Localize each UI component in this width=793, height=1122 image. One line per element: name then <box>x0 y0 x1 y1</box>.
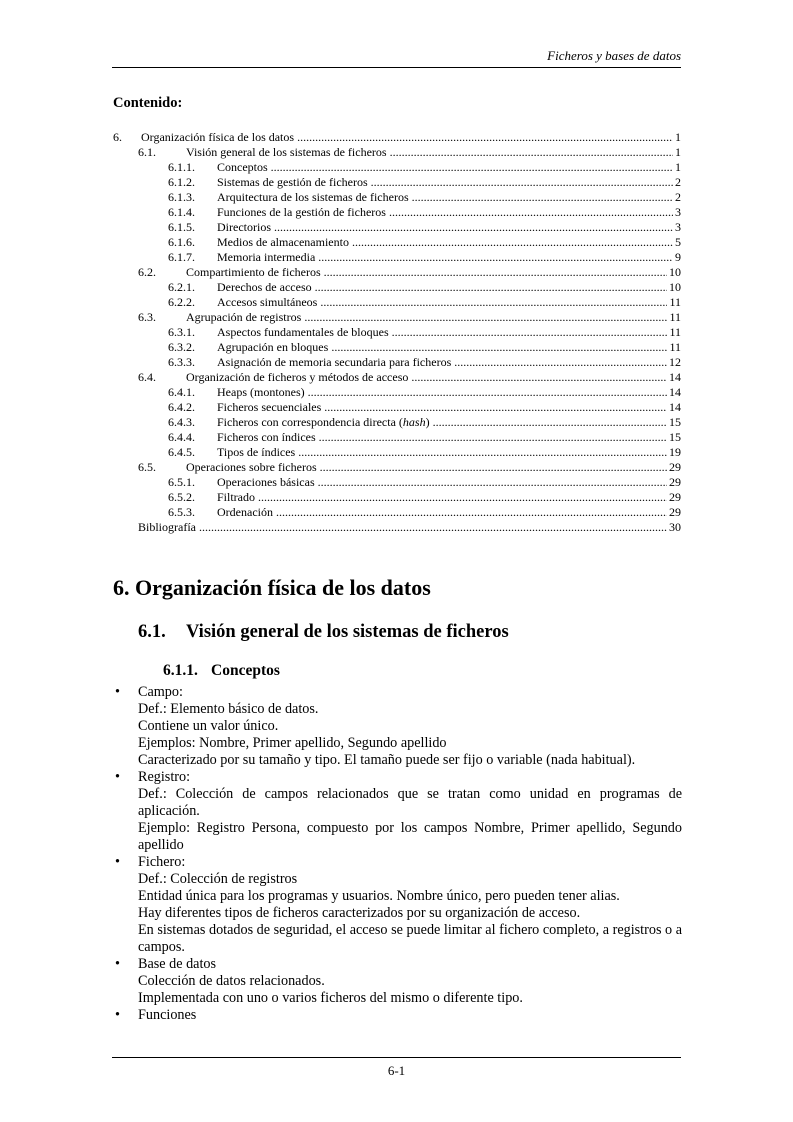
toc-entry-page: 29 <box>669 490 681 504</box>
section-number: 6.1. <box>138 622 166 642</box>
list-item-line: Caracterizado por su tamaño y tipo. El tamaño puede ser fijo o variable (nada habitual). <box>138 752 636 768</box>
toc-entry-number: 6.1. <box>138 145 156 159</box>
toc-entry-title <box>217 205 673 220</box>
toc-entry-number: 6.5.3. <box>168 505 195 519</box>
toc-entry-title-text: Agrupación en bloques <box>217 340 329 354</box>
toc-entry-title-text: Bibliografía <box>138 520 196 534</box>
toc-entry-title-text: Ordenación <box>217 505 273 519</box>
toc-entry-page: 15 <box>669 415 681 429</box>
list-item-line: Contiene un valor único. <box>138 718 279 734</box>
toc-entry-title <box>186 145 673 160</box>
list-item-term: Fichero: <box>138 854 186 870</box>
list-item-line: En sistemas dotados de seguridad, el acceso se puede limitar al fichero completo, a registros o a campos. <box>138 922 682 955</box>
list-item-line: Colección de datos relacionados. <box>138 973 325 989</box>
bullet-icon: • <box>115 854 120 870</box>
toc-entry[interactable] <box>113 385 681 400</box>
toc-entry[interactable] <box>113 460 681 475</box>
toc-entry-title-text: Directorios <box>217 220 271 234</box>
toc-entry-number: 6.3. <box>138 310 156 324</box>
toc-entry-page: 12 <box>669 355 681 369</box>
section-title: Visión general de los sistemas de ficheros <box>186 622 509 642</box>
toc-entry-title <box>217 280 667 295</box>
toc-entry-page: 15 <box>669 430 681 444</box>
toc-entry-title-text: Accesos simultáneos <box>217 295 318 309</box>
table-of-contents <box>113 130 681 535</box>
toc-entry-title <box>217 295 667 310</box>
toc-entry-page: 2 <box>675 175 681 189</box>
toc-entry-page: 10 <box>669 280 681 294</box>
list-item-line: Entidad única para los programas y usuarios. Nombre único, pero pueden tener alias. <box>138 888 620 904</box>
toc-entry-title-text: Agrupación de registros <box>186 310 302 324</box>
toc-entry-title <box>217 385 667 400</box>
running-header: Ficheros y bases de datos <box>112 48 681 68</box>
toc-entry-title <box>217 220 673 235</box>
toc-entry-number: 6.1.5. <box>168 220 195 234</box>
toc-entry-title <box>217 235 673 250</box>
toc-entry-title <box>217 190 673 205</box>
toc-entry-number: 6.1.4. <box>168 205 195 219</box>
toc-entry[interactable] <box>113 400 681 415</box>
toc-entry-number: 6.4.1. <box>168 385 195 399</box>
toc-entry[interactable] <box>113 145 681 160</box>
toc-entry-title <box>141 130 673 145</box>
toc-entry[interactable] <box>113 265 681 280</box>
toc-entry-page: 19 <box>669 445 681 459</box>
subsection-title: Conceptos <box>211 662 280 679</box>
body-text <box>113 684 682 1024</box>
toc-entry-title-text: Memoria intermedia <box>217 250 316 264</box>
toc-entry-title <box>138 520 667 535</box>
toc-entry-title <box>186 370 667 385</box>
list-item-line: Ejemplos: Nombre, Primer apellido, Segundo apellido <box>138 735 447 751</box>
toc-entry-title <box>217 325 667 340</box>
list-item-line: Ejemplo: Registro Persona, compuesto por los campos Nombre, Primer apellido, Segundo apellido <box>138 820 682 853</box>
toc-entry-title-text: Operaciones básicas <box>217 475 315 489</box>
section-heading <box>138 620 509 644</box>
toc-entry[interactable] <box>113 370 681 385</box>
toc-entry[interactable] <box>113 280 681 295</box>
toc-entry-number: 6.4.2. <box>168 400 195 414</box>
list-item-term: Funciones <box>138 1007 197 1023</box>
toc-entry[interactable] <box>113 205 681 220</box>
toc-entry-page: 2 <box>675 190 681 204</box>
toc-entry-title <box>217 400 667 415</box>
toc-entry-title-text: Filtrado <box>217 490 255 504</box>
toc-entry-number: 6.1.1. <box>168 160 195 174</box>
toc-entry[interactable] <box>113 235 681 250</box>
toc-entry-number: 6.2. <box>138 265 156 279</box>
page-number: 6-1 <box>112 1057 681 1079</box>
toc-entry-number: 6.3.2. <box>168 340 195 354</box>
chapter-number: 6. <box>113 575 130 600</box>
toc-entry-page: 11 <box>669 310 681 324</box>
toc-entry-number: 6.1.7. <box>168 250 195 264</box>
toc-entry-title-emphasis: hash <box>402 415 426 429</box>
toc-entry-title <box>217 505 667 520</box>
toc-entry-page: 9 <box>675 250 681 264</box>
toc-entry-number: 6.1.3. <box>168 190 195 204</box>
toc-entry-number: 6.1.2. <box>168 175 195 189</box>
toc-entry[interactable] <box>113 430 681 445</box>
toc-entry-page: 1 <box>675 160 681 174</box>
toc-entry-title-text: Tipos de índices <box>217 445 296 459</box>
toc-entry-title <box>217 445 667 460</box>
toc-entry-title-text: Ficheros secuenciales <box>217 400 322 414</box>
toc-entry-title-text: Organización física de los datos <box>141 130 295 144</box>
toc-entry-page: 11 <box>669 295 681 309</box>
list-item-term: Campo: <box>138 684 183 700</box>
toc-entry-number: 6.2.2. <box>168 295 195 309</box>
toc-entry-title <box>217 475 667 490</box>
toc-entry-title <box>217 340 667 355</box>
toc-entry-title-text: Funciones de la gestión de ficheros <box>217 205 386 219</box>
toc-entry-page: 1 <box>675 130 681 144</box>
toc-entry[interactable] <box>113 310 681 325</box>
list-item <box>113 1007 682 1024</box>
toc-entry-page: 30 <box>669 520 681 534</box>
toc-entry-page: 5 <box>675 235 681 249</box>
toc-entry-title <box>217 490 667 505</box>
toc-entry-title-text: Operaciones sobre ficheros <box>186 460 317 474</box>
chapter-title: Organización física de los datos <box>135 575 431 600</box>
toc-entry-title-text: Aspectos fundamentales de bloques <box>217 325 389 339</box>
toc-entry[interactable] <box>113 445 681 460</box>
toc-entry-page: 29 <box>669 505 681 519</box>
toc-entry-number: 6.3.3. <box>168 355 195 369</box>
toc-entry-page: 14 <box>669 385 681 399</box>
toc-entry-number: 6.4. <box>138 370 156 384</box>
toc-entry-number: 6.4.5. <box>168 445 195 459</box>
list-item-line: Def.: Elemento básico de datos. <box>138 701 319 717</box>
toc-entry-number: 6.1.6. <box>168 235 195 249</box>
toc-entry-title-text: Ficheros con correspondencia directa ( <box>217 415 403 429</box>
bullet-icon: • <box>115 684 120 700</box>
toc-entry-number: 6.5. <box>138 460 156 474</box>
toc-entry-title <box>217 355 667 370</box>
toc-entry[interactable] <box>113 190 681 205</box>
bullet-icon: • <box>115 1007 120 1023</box>
list-item <box>113 956 682 1007</box>
toc-entry-title <box>217 430 667 445</box>
list-item-term: Registro: <box>138 769 191 785</box>
toc-entry-number: 6.4.3. <box>168 415 195 429</box>
toc-entry[interactable] <box>113 490 681 505</box>
toc-entry[interactable] <box>113 160 681 175</box>
toc-entry-number: 6.5.2. <box>168 490 195 504</box>
toc-entry[interactable] <box>113 355 681 370</box>
toc-entry[interactable] <box>113 475 681 490</box>
toc-entry-title-text: Asignación de memoria secundaria para ficheros <box>217 355 452 369</box>
toc-entry-title-text: Sistemas de gestión de ficheros <box>217 175 368 189</box>
toc-entry[interactable] <box>113 520 681 535</box>
toc-entry-page: 29 <box>669 475 681 489</box>
toc-entry-title <box>217 175 673 190</box>
toc-entry[interactable] <box>113 250 681 265</box>
subsection-number: 6.1.1. <box>163 662 198 679</box>
toc-entry-title <box>217 415 667 430</box>
toc-entry-number: 6.2.1. <box>168 280 195 294</box>
toc-entry-page: 3 <box>675 220 681 234</box>
toc-entry[interactable] <box>113 220 681 235</box>
toc-entry-title-text: Ficheros con índices <box>217 430 316 444</box>
toc-entry-title <box>217 250 673 265</box>
toc-entry-title-text: Organización de ficheros y métodos de acceso <box>186 370 409 384</box>
toc-entry-title-text: Arquitectura de los sistemas de ficheros <box>217 190 409 204</box>
list-item-term: Base de datos <box>138 956 217 972</box>
toc-entry[interactable] <box>113 340 681 355</box>
toc-entry[interactable] <box>113 505 681 520</box>
toc-entry-number: 6.4.4. <box>168 430 195 444</box>
list-item <box>113 854 682 956</box>
toc-entry-number: 6.5.1. <box>168 475 195 489</box>
list-item-line: Def.: Colección de registros <box>138 871 298 887</box>
toc-entry-title-text: Medios de almacenamiento <box>217 235 349 249</box>
toc-entry-title-text: Heaps (montones) <box>217 385 305 399</box>
toc-heading: Contenido: <box>113 95 183 111</box>
toc-entry-page: 11 <box>669 340 681 354</box>
toc-entry[interactable] <box>113 295 681 310</box>
toc-entry-title <box>186 460 667 475</box>
bullet-icon: • <box>115 956 120 972</box>
toc-entry-title-text: Visión general de los sistemas de ficheros <box>186 145 387 159</box>
toc-entry-title-suffix: ) <box>425 415 430 429</box>
toc-entry-page: 14 <box>669 400 681 414</box>
toc-entry-title <box>186 265 667 280</box>
list-item-line: Implementada con uno o varios ficheros del mismo o diferente tipo. <box>138 990 523 1006</box>
list-item <box>113 769 682 854</box>
list-item-line: Hay diferentes tipos de ficheros caracterizados por su organización de acceso. <box>138 905 581 921</box>
toc-entry-page: 14 <box>669 370 681 384</box>
chapter-heading <box>113 574 431 602</box>
toc-entry[interactable] <box>113 325 681 340</box>
toc-entry-title <box>217 160 673 175</box>
toc-entry[interactable] <box>113 415 681 430</box>
toc-entry-page: 10 <box>669 265 681 279</box>
toc-entry-page: 29 <box>669 460 681 474</box>
bullet-icon: • <box>115 769 120 785</box>
subsection-heading <box>163 661 280 681</box>
toc-entry-title-text: Compartimiento de ficheros <box>186 265 321 279</box>
toc-entry-page: 3 <box>675 205 681 219</box>
toc-entry-page: 1 <box>675 145 681 159</box>
toc-entry-page: 11 <box>669 325 681 339</box>
toc-entry[interactable] <box>113 175 681 190</box>
toc-entry-title-text: Derechos de acceso <box>217 280 312 294</box>
toc-entry[interactable] <box>113 130 681 145</box>
list-item-line: Def.: Colección de campos relacionados que se tratan como unidad en programas de aplicación. <box>138 786 682 819</box>
toc-entry-title-text: Conceptos <box>217 160 268 174</box>
toc-entry-title <box>186 310 667 325</box>
toc-entry-number: 6. <box>113 130 122 144</box>
toc-entry-number: 6.3.1. <box>168 325 195 339</box>
list-item <box>113 684 682 769</box>
